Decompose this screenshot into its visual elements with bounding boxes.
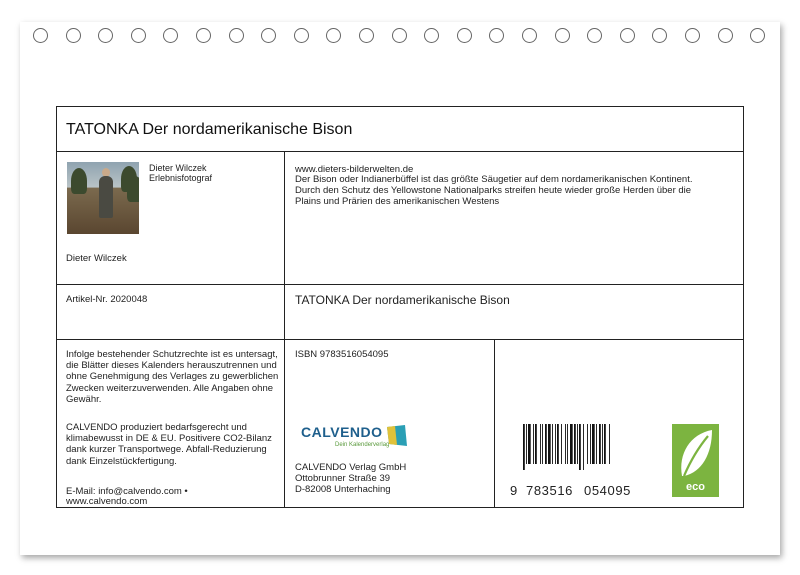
barcode-bar xyxy=(528,424,531,464)
divider xyxy=(494,339,495,507)
divider xyxy=(284,151,285,507)
barcode-bar xyxy=(596,424,597,464)
company-city: D-82008 Unterhaching xyxy=(295,484,391,495)
info-sheet xyxy=(56,106,744,508)
isbn-barcode xyxy=(522,424,640,470)
calvendo-logo-sub: Dein Kalenderverlag xyxy=(335,442,390,448)
barcode-bar xyxy=(535,424,537,464)
barcode-bar xyxy=(545,424,547,464)
article-title: TATONKA Der nordamerikanische Bison xyxy=(295,293,510,307)
binding-ring xyxy=(131,28,146,43)
author-website: www.dieters-bilderwelten.de xyxy=(295,164,414,175)
binding-ring xyxy=(359,28,374,43)
barcode-bar xyxy=(565,424,566,464)
web-line: www.calvendo.com xyxy=(66,496,148,507)
binding-ring xyxy=(98,28,113,43)
author-photo xyxy=(67,162,139,234)
barcode-bar xyxy=(526,424,527,464)
barcode-bar xyxy=(609,424,610,464)
barcode-bar xyxy=(567,424,568,464)
email-line: E-Mail: info@calvendo.com • xyxy=(66,486,188,497)
calendar-description: Der Bison oder Indianerbüffel ist das größte Säugetier auf dem nordamerikanischen Kontinent. Durch den Schutz des Yellowstone Nationalparks streifen heute wieder große Herden über die Plains und Prärien des amerikanischen Westens xyxy=(295,174,693,208)
binding-ring xyxy=(685,28,700,43)
rights-notice: Infolge bestehender Schutzrechte ist es untersagt, die Blätter dieses Kalenders herauszutrennen und ohne Genehmigung des Verlages zu gewerblichen Zwecken weiterzuverwenden. Alle Angaben ohne Gewähr. xyxy=(66,349,279,405)
eco-notice: CALVENDO produziert bedarfsgerecht und klimabewusst in DE & EU. Positivere CO2-Bilanz dank kurzer Transportwege. Abfall-Reduzierung dank Einzelstückfertigung. xyxy=(66,422,272,467)
binding-ring xyxy=(326,28,341,43)
author-role: Erlebnisfotograf xyxy=(149,173,213,183)
barcode-bar xyxy=(599,424,601,464)
article-number: Artikel-Nr. 2020048 xyxy=(66,294,148,305)
barcode-bar xyxy=(523,424,525,470)
binding-ring xyxy=(620,28,635,43)
binding-ring xyxy=(522,28,537,43)
binding-ring xyxy=(652,28,667,43)
barcode-bar xyxy=(590,424,591,464)
barcode-bar xyxy=(579,424,581,470)
barcode-digits-right: 054095 xyxy=(584,483,631,498)
divider xyxy=(57,339,743,340)
barcode-bar xyxy=(574,424,576,464)
barcode-bar xyxy=(548,424,551,464)
binding-ring xyxy=(294,28,309,43)
calvendo-logo-name: CALVENDO xyxy=(301,424,383,440)
author-name-small: Dieter Wilczek xyxy=(149,163,207,173)
calvendo-logo xyxy=(301,422,421,454)
binding-ring xyxy=(718,28,733,43)
author-name: Dieter Wilczek xyxy=(66,253,127,264)
binding-ring xyxy=(66,28,81,43)
binding-ring xyxy=(555,28,570,43)
binding-ring xyxy=(261,28,276,43)
divider xyxy=(57,151,743,152)
binding-ring xyxy=(392,28,407,43)
barcode-bar xyxy=(577,424,578,464)
binding-ring xyxy=(750,28,765,43)
binding-ring xyxy=(587,28,602,43)
binding-ring xyxy=(457,28,472,43)
barcode-bar xyxy=(561,424,562,464)
isbn: ISBN 9783516054095 xyxy=(295,349,389,360)
binding-ring xyxy=(196,28,211,43)
barcode-bar xyxy=(533,424,534,464)
barcode-bar xyxy=(555,424,556,464)
barcode-bar xyxy=(604,424,606,464)
barcode-bar xyxy=(587,424,588,464)
barcode-bar xyxy=(557,424,559,464)
barcode-bar xyxy=(583,424,584,470)
barcode-bar xyxy=(542,424,543,464)
company-name: CALVENDO Verlag GmbH xyxy=(295,462,407,473)
binding-ring xyxy=(33,28,48,43)
binding-rings xyxy=(0,28,800,48)
barcode-bar xyxy=(552,424,553,464)
barcode-digits-left: 783516 xyxy=(526,483,573,498)
binding-ring xyxy=(229,28,244,43)
binding-ring xyxy=(489,28,504,43)
eco-label: eco xyxy=(686,481,705,493)
barcode-digit-first: 9 xyxy=(510,483,518,498)
binding-ring xyxy=(424,28,439,43)
page-title: TATONKA Der nordamerikanische Bison xyxy=(66,121,353,138)
barcode-bar xyxy=(570,424,573,464)
binding-ring xyxy=(163,28,178,43)
barcode-bar xyxy=(602,424,603,464)
barcode-bar xyxy=(540,424,541,464)
barcode-bar xyxy=(592,424,595,464)
calendar-flag-icon xyxy=(385,424,409,448)
divider xyxy=(57,284,743,285)
company-street: Ottobrunner Straße 39 xyxy=(295,473,391,484)
eco-badge xyxy=(672,424,719,497)
